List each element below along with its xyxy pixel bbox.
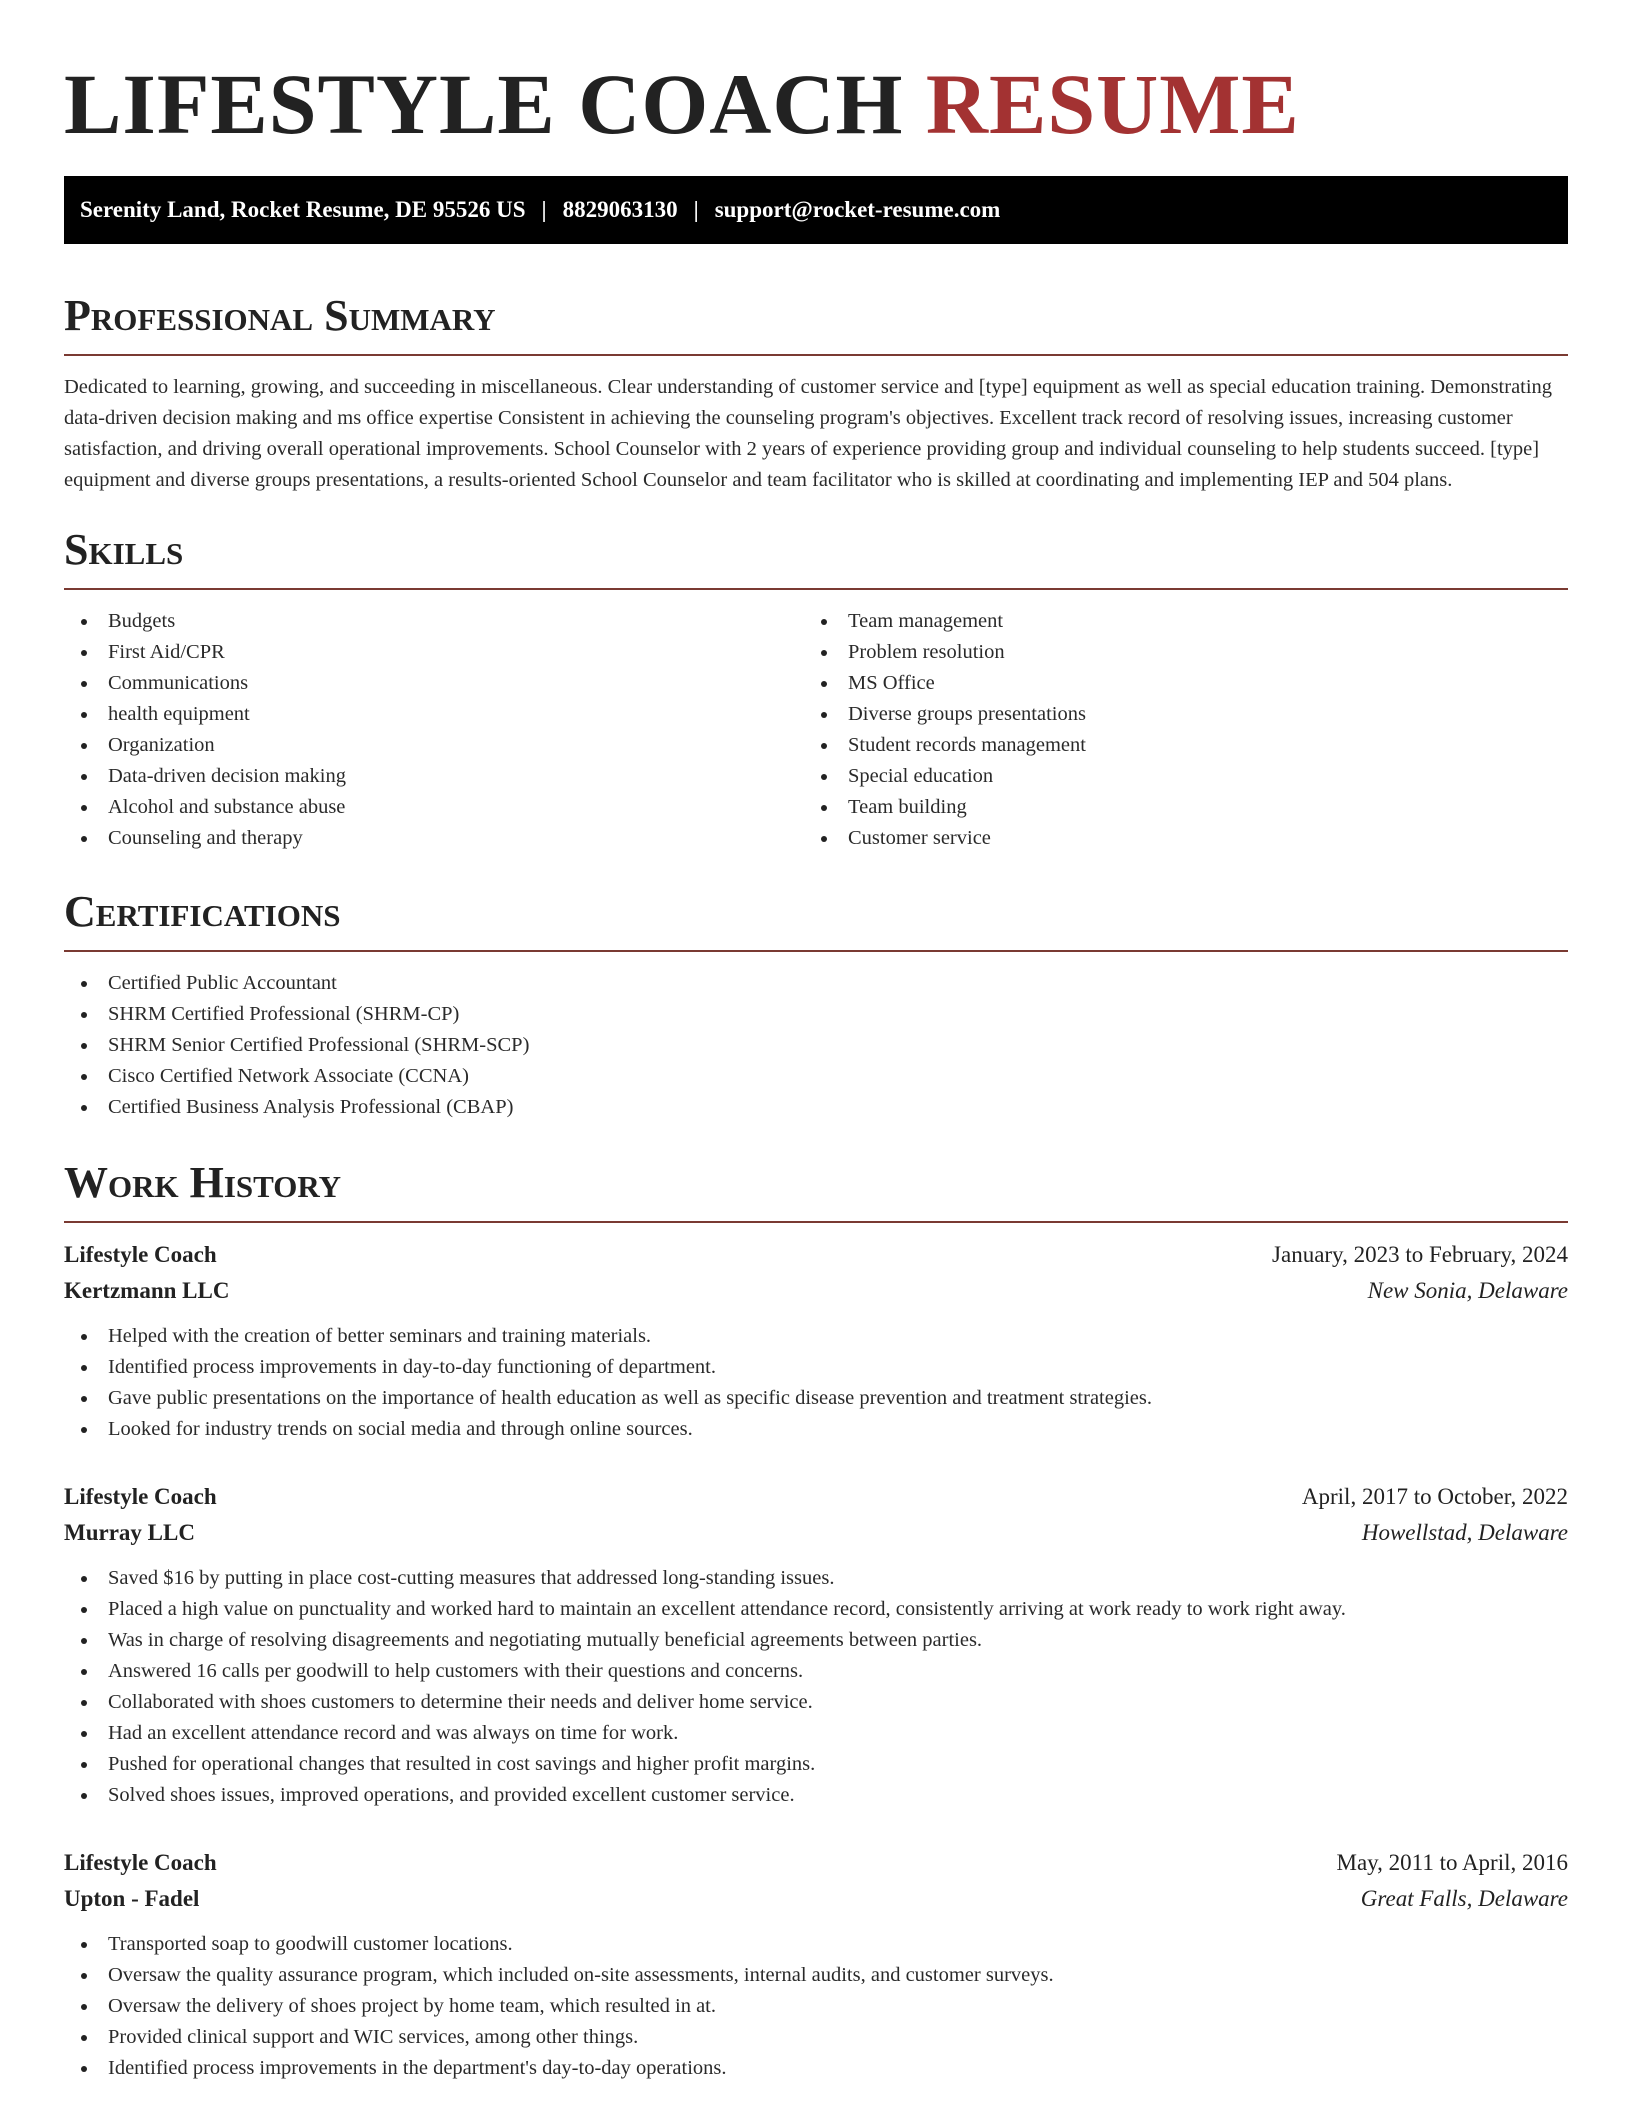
section-divider: [64, 950, 1568, 952]
skills-heading: Skills: [64, 525, 184, 574]
work-history-heading: Work History: [64, 1158, 342, 1207]
job-company-row: [64, 1515, 1568, 1551]
job-company: Upton - Fadel: [64, 1886, 200, 1911]
job-entry: [64, 1845, 1568, 2084]
job-company-row: [64, 1273, 1568, 1309]
skill-item: Student records management: [804, 730, 1544, 761]
job-bullet: Looked for industry trends on social media and through online sources.: [64, 1414, 1568, 1445]
job-bullet: Identified process improvements in day-to-day functioning of department.: [64, 1352, 1568, 1383]
skills-right-list: [804, 606, 1544, 854]
skill-item: MS Office: [804, 668, 1544, 699]
job-location: Howellstad, Delaware: [1361, 1520, 1568, 1545]
skill-item: Special education: [804, 761, 1544, 792]
skill-item: Budgets: [64, 606, 804, 637]
job-bullet: Collaborated with shoes customers to determine their needs and deliver home service.: [64, 1687, 1568, 1718]
job-bullet: Identified process improvements in the department's day-to-day operations.: [64, 2053, 1568, 2084]
certification-item: Certified Business Analysis Professional (CBAP): [64, 1092, 1568, 1123]
skill-item: Communications: [64, 668, 804, 699]
skill-item: health equipment: [64, 699, 804, 730]
job-dates: January, 2023 to February, 2024: [1272, 1242, 1568, 1267]
job-bullet: Gave public presentations on the importance of health education as well as specific disease prevention and treatment strategies.: [64, 1383, 1568, 1414]
skill-item: Organization: [64, 730, 804, 761]
job-bullet-list: [64, 1563, 1568, 1811]
summary-heading: Professional Summary: [64, 291, 496, 340]
job-bullet: Transported soap to goodwill customer locations.: [64, 1929, 1568, 1960]
job-company: Murray LLC: [64, 1520, 195, 1545]
job-bullet: Was in charge of resolving disagreements and negotiating mutually beneficial agreements between parties.: [64, 1625, 1568, 1656]
skill-item: Diverse groups presentations: [804, 699, 1544, 730]
certification-item: SHRM Senior Certified Professional (SHRM-SCP): [64, 1030, 1568, 1061]
certification-item: Certified Public Accountant: [64, 968, 1568, 999]
skill-item: First Aid/CPR: [64, 637, 804, 668]
contact-address: Serenity Land, Rocket Resume, DE 95526 US: [80, 197, 526, 222]
certification-item: SHRM Certified Professional (SHRM-CP): [64, 999, 1568, 1030]
job-bullet: Oversaw the delivery of shoes project by home team, which resulted in at.: [64, 1991, 1568, 2022]
section-divider: [64, 588, 1568, 590]
job-bullet: Pushed for operational changes that resulted in cost savings and higher profit margins.: [64, 1749, 1568, 1780]
job-company: Kertzmann LLC: [64, 1278, 230, 1303]
contact-separator: |: [693, 197, 699, 222]
skill-item: Team management: [804, 606, 1544, 637]
skill-item: Problem resolution: [804, 637, 1544, 668]
job-header-row: [64, 1479, 1568, 1515]
skill-item: Data-driven decision making: [64, 761, 804, 792]
contact-bar: [64, 176, 1568, 244]
job-bullet: Helped with the creation of better seminars and training materials.: [64, 1321, 1568, 1352]
title-main: LIFESTYLE COACH: [64, 56, 904, 152]
job-title: Lifestyle Coach: [64, 1242, 217, 1267]
skills-left-list: [64, 606, 804, 854]
resume-title: [64, 0, 1568, 154]
job-bullet: Solved shoes issues, improved operations, and provided excellent customer service.: [64, 1780, 1568, 1811]
job-bullet: Provided clinical support and WIC services, among other things.: [64, 2022, 1568, 2053]
job-header-row: [64, 1237, 1568, 1273]
certifications-section: [64, 884, 1568, 1123]
skill-item: Counseling and therapy: [64, 823, 804, 854]
summary-text: Dedicated to learning, growing, and succeeding in miscellaneous. Clear understanding of customer service and [type] equipment as well as special education training. Demonstrating data-driven decision making and ms office expertise Consistent in achieving the counseling program's objectives. Excellent track record of resolving issues, increasing customer satisfaction, and driving overall operational improvements. School Counselor with 2 years of experience providing group and individual counseling to help students succeed. [type] equipment and diverse groups presentations, a results-oriented School Counselor and team facilitator who is skilled at coordinating and implementing IEP and 504 plans.: [64, 376, 1553, 491]
job-title: Lifestyle Coach: [64, 1850, 217, 1875]
skill-item: Team building: [804, 792, 1544, 823]
job-entry: [64, 1237, 1568, 1445]
job-dates: May, 2011 to April, 2016: [1336, 1850, 1568, 1875]
skills-grid: [64, 606, 1568, 854]
job-location: Great Falls, Delaware: [1360, 1886, 1568, 1911]
section-divider: [64, 354, 1568, 356]
title-accent: RESUME: [925, 56, 1300, 152]
job-bullet: Oversaw the quality assurance program, which included on-site assessments, internal audits, and customer surveys.: [64, 1960, 1568, 1991]
certifications-list: [64, 968, 1568, 1123]
job-title: Lifestyle Coach: [64, 1484, 217, 1509]
section-divider: [64, 1221, 1568, 1223]
certifications-heading: Certifications: [64, 887, 341, 936]
certification-item: Cisco Certified Network Associate (CCNA): [64, 1061, 1568, 1092]
contact-separator: |: [541, 197, 547, 222]
contact-email: support@rocket-resume.com: [714, 197, 1001, 222]
job-company-row: [64, 1881, 1568, 1917]
skills-section: [64, 522, 1568, 854]
job-bullet: Answered 16 calls per goodwill to help customers with their questions and concerns.: [64, 1656, 1568, 1687]
job-bullet: Had an excellent attendance record and was always on time for work.: [64, 1718, 1568, 1749]
job-location: New Sonia, Delaware: [1367, 1278, 1568, 1303]
job-dates: April, 2017 to October, 2022: [1301, 1484, 1568, 1509]
job-header-row: [64, 1845, 1568, 1881]
job-bullet: Placed a high value on punctuality and worked hard to maintain an excellent attendance record, consistently arriving at work ready to work right away.: [64, 1594, 1568, 1625]
skill-item: Alcohol and substance abuse: [64, 792, 804, 823]
job-bullet-list: [64, 1321, 1568, 1445]
job-bullet-list: [64, 1929, 1568, 2084]
summary-section: [64, 288, 1568, 496]
contact-phone: 8829063130: [562, 197, 678, 222]
job-entry: [64, 1479, 1568, 1811]
skill-item: Customer service: [804, 823, 1544, 854]
work-history-section: [64, 1155, 1568, 2084]
job-bullet: Saved $16 by putting in place cost-cutting measures that addressed long-standing issues.: [64, 1563, 1568, 1594]
